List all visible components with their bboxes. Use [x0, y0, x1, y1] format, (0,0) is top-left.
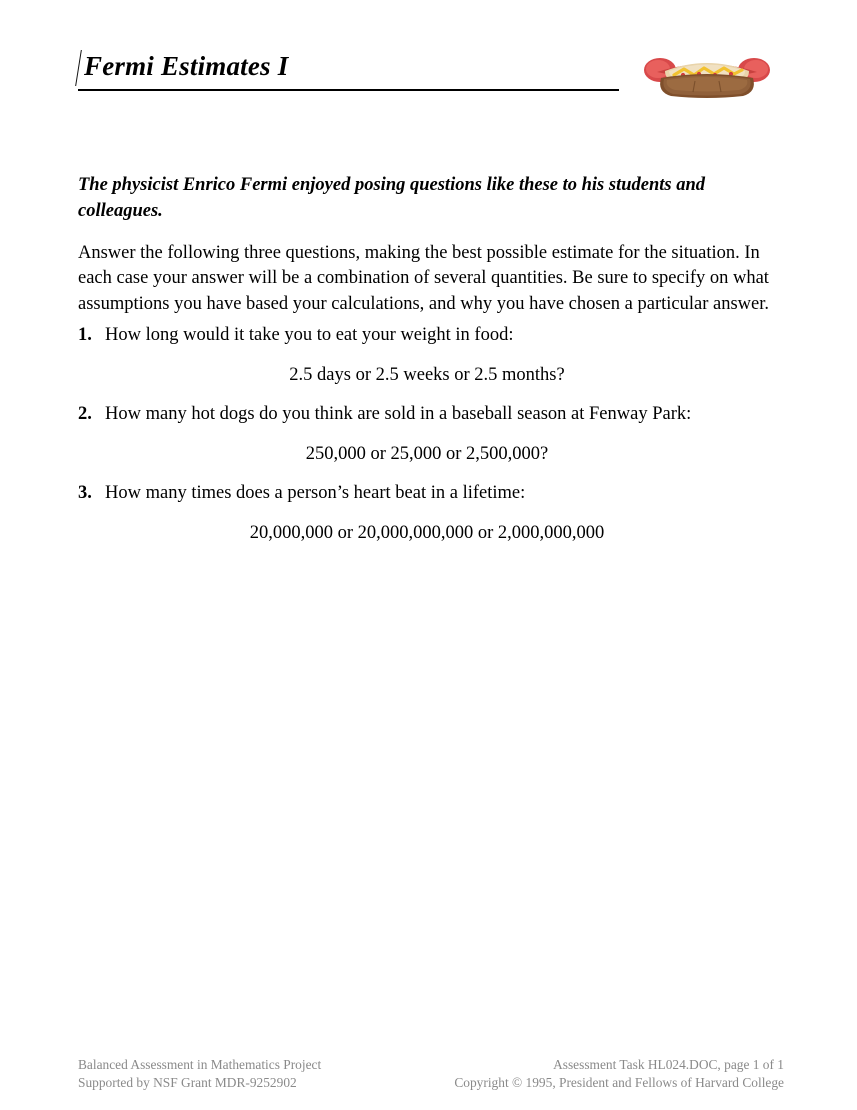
page-footer	[78, 1056, 784, 1096]
question-answer-options: 20,000,000 or 20,000,000,000 or 2,000,000,000	[249, 523, 605, 543]
title-underline-rule	[78, 89, 619, 91]
intro-paragraph: The physicist Enrico Fermi enjoyed posing questions like these to his students and colleagues.	[78, 174, 706, 221]
question-line	[78, 480, 784, 506]
footer-left-block	[78, 1056, 321, 1091]
page-title: Fermi Estimates I	[84, 51, 289, 81]
title-block	[78, 48, 619, 84]
question-item	[78, 401, 784, 467]
footer-task-id: Assessment Task HL024.DOC, page 1 of 1	[553, 1057, 784, 1072]
footer-grant-info: Supported by NSF Grant MDR-9252902	[78, 1074, 297, 1090]
question-line	[78, 401, 784, 427]
hotdog-icon	[643, 50, 771, 100]
question-item	[78, 322, 784, 388]
question-prompt: How many hot dogs do you think are sold in a baseball season at Fenway Park:	[105, 404, 692, 424]
footer-copyright: Copyright © 1995, President and Fellows of Harvard College	[454, 1074, 784, 1090]
question-number: 1.	[78, 325, 92, 345]
question-prompt: How long would it take you to eat your weight in food:	[105, 325, 514, 345]
document-header	[78, 48, 778, 108]
footer-right-block	[454, 1056, 784, 1091]
question-answer-options: 250,000 or 25,000 or 2,500,000?	[305, 444, 549, 464]
question-prompt: How many times does a person’s heart beat in a lifetime:	[105, 483, 526, 503]
footer-project-name: Balanced Assessment in Mathematics Project	[78, 1057, 322, 1072]
question-answer-options: 2.5 days or 2.5 weeks or 2.5 months?	[289, 365, 565, 385]
questions-list	[78, 322, 784, 559]
question-item	[78, 480, 784, 546]
question-line	[78, 322, 784, 348]
question-number: 2.	[78, 404, 92, 424]
instructions-paragraph: Answer the following three questions, making the best possible estimate for the situation. In each case your answer will be a combination of several quantities. Be sure to specify on what assumptions you have based your calculations, and why you have chosen a particular answer.	[78, 242, 769, 314]
question-number: 3.	[78, 483, 92, 503]
